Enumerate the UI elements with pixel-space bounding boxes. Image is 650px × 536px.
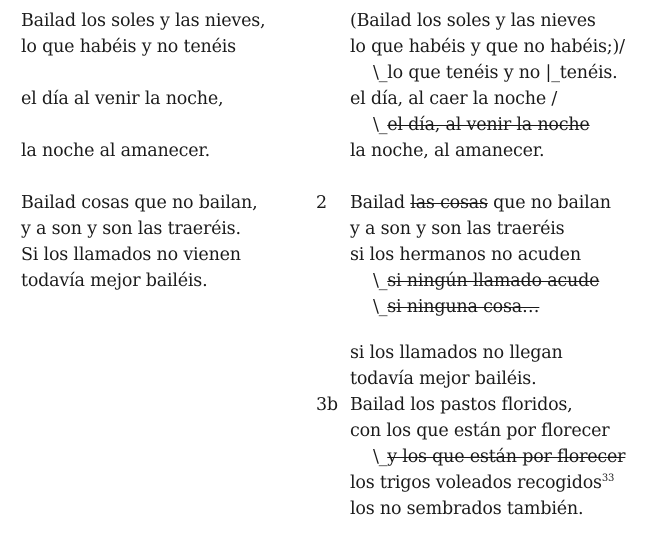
line-text: lo que habéis y que no habéis;)/ — [350, 37, 625, 57]
left-line: Bailad cosas que no bailan, — [21, 193, 258, 213]
line-text — [350, 190, 611, 216]
right-line — [316, 470, 646, 496]
line-text: si los hermanos no acuden — [350, 245, 581, 265]
right-line — [316, 216, 646, 242]
stanza-number: 3b — [316, 395, 338, 415]
variant-marker — [373, 112, 590, 138]
right-line — [316, 268, 646, 294]
line-text: el día, al caer la noche / — [350, 89, 558, 109]
right-line — [316, 34, 646, 60]
line-text: con los que están por florecer — [350, 421, 610, 441]
variant-marker — [373, 444, 625, 470]
variant-text: \_lo que tenéis y no |_tenéis. — [373, 63, 618, 83]
stanza-gap — [316, 320, 646, 340]
left-column — [21, 8, 311, 294]
left-line: Si los llamados no vienen — [21, 245, 241, 265]
text-part: Bailad — [350, 193, 411, 213]
right-line — [316, 392, 646, 418]
right-line — [316, 340, 646, 366]
stanza-gap — [21, 112, 311, 138]
line-text: si los llamados no llegan — [350, 343, 563, 363]
left-line: Bailad los soles y las nieves, — [21, 11, 266, 31]
right-line — [316, 86, 646, 112]
left-line: el día al venir la noche, — [21, 89, 224, 109]
struck-text: el día, al venir la noche — [387, 115, 590, 135]
stanza-gap — [21, 164, 311, 190]
line-text: Bailad los pastos floridos, — [350, 395, 573, 415]
text-part: que no bailan — [487, 193, 611, 213]
right-line — [316, 190, 646, 216]
right-line — [316, 8, 646, 34]
variant-bracket: \_ — [373, 297, 388, 317]
left-line: la noche al amanecer. — [21, 141, 211, 161]
line-text: la noche, al amanecer. — [350, 141, 545, 161]
right-line — [316, 242, 646, 268]
line-text — [350, 470, 614, 496]
variant-bracket: \_ — [373, 447, 388, 467]
stanza-number: 2 — [316, 193, 327, 213]
right-line — [316, 496, 646, 522]
variant-bracket: \_ — [373, 115, 388, 135]
left-line: todavía mejor bailéis. — [21, 271, 208, 291]
right-line — [316, 138, 646, 164]
line-text: los no sembrados también. — [350, 499, 584, 519]
line-text: todavía mejor bailéis. — [350, 369, 537, 389]
right-line — [316, 294, 646, 320]
left-line: lo que habéis y no tenéis — [21, 37, 236, 57]
right-line — [316, 366, 646, 392]
right-line — [316, 444, 646, 470]
right-line — [316, 112, 646, 138]
right-line — [316, 60, 646, 86]
struck-text: si ninguna cosa… — [387, 297, 540, 317]
line-text: (Bailad los soles y las nieves — [350, 11, 596, 31]
left-line: y a son y son las traeréis. — [21, 219, 241, 239]
line-text: y a son y son las traeréis — [350, 219, 565, 239]
stanza-gap — [316, 164, 646, 190]
stanza-gap — [21, 60, 311, 86]
footnote-marker[interactable]: 33 — [601, 473, 615, 485]
right-column — [316, 8, 646, 522]
text-part: los trigos voleados recogidos — [350, 473, 602, 493]
struck-text: y los que están por florecer — [387, 447, 626, 467]
variant-marker — [373, 294, 539, 320]
struck-text: las cosas — [410, 193, 488, 213]
variant-bracket: \_ — [373, 271, 388, 291]
struck-text: si ningún llamado acude — [387, 271, 600, 291]
variant-marker — [373, 268, 599, 294]
right-line — [316, 418, 646, 444]
